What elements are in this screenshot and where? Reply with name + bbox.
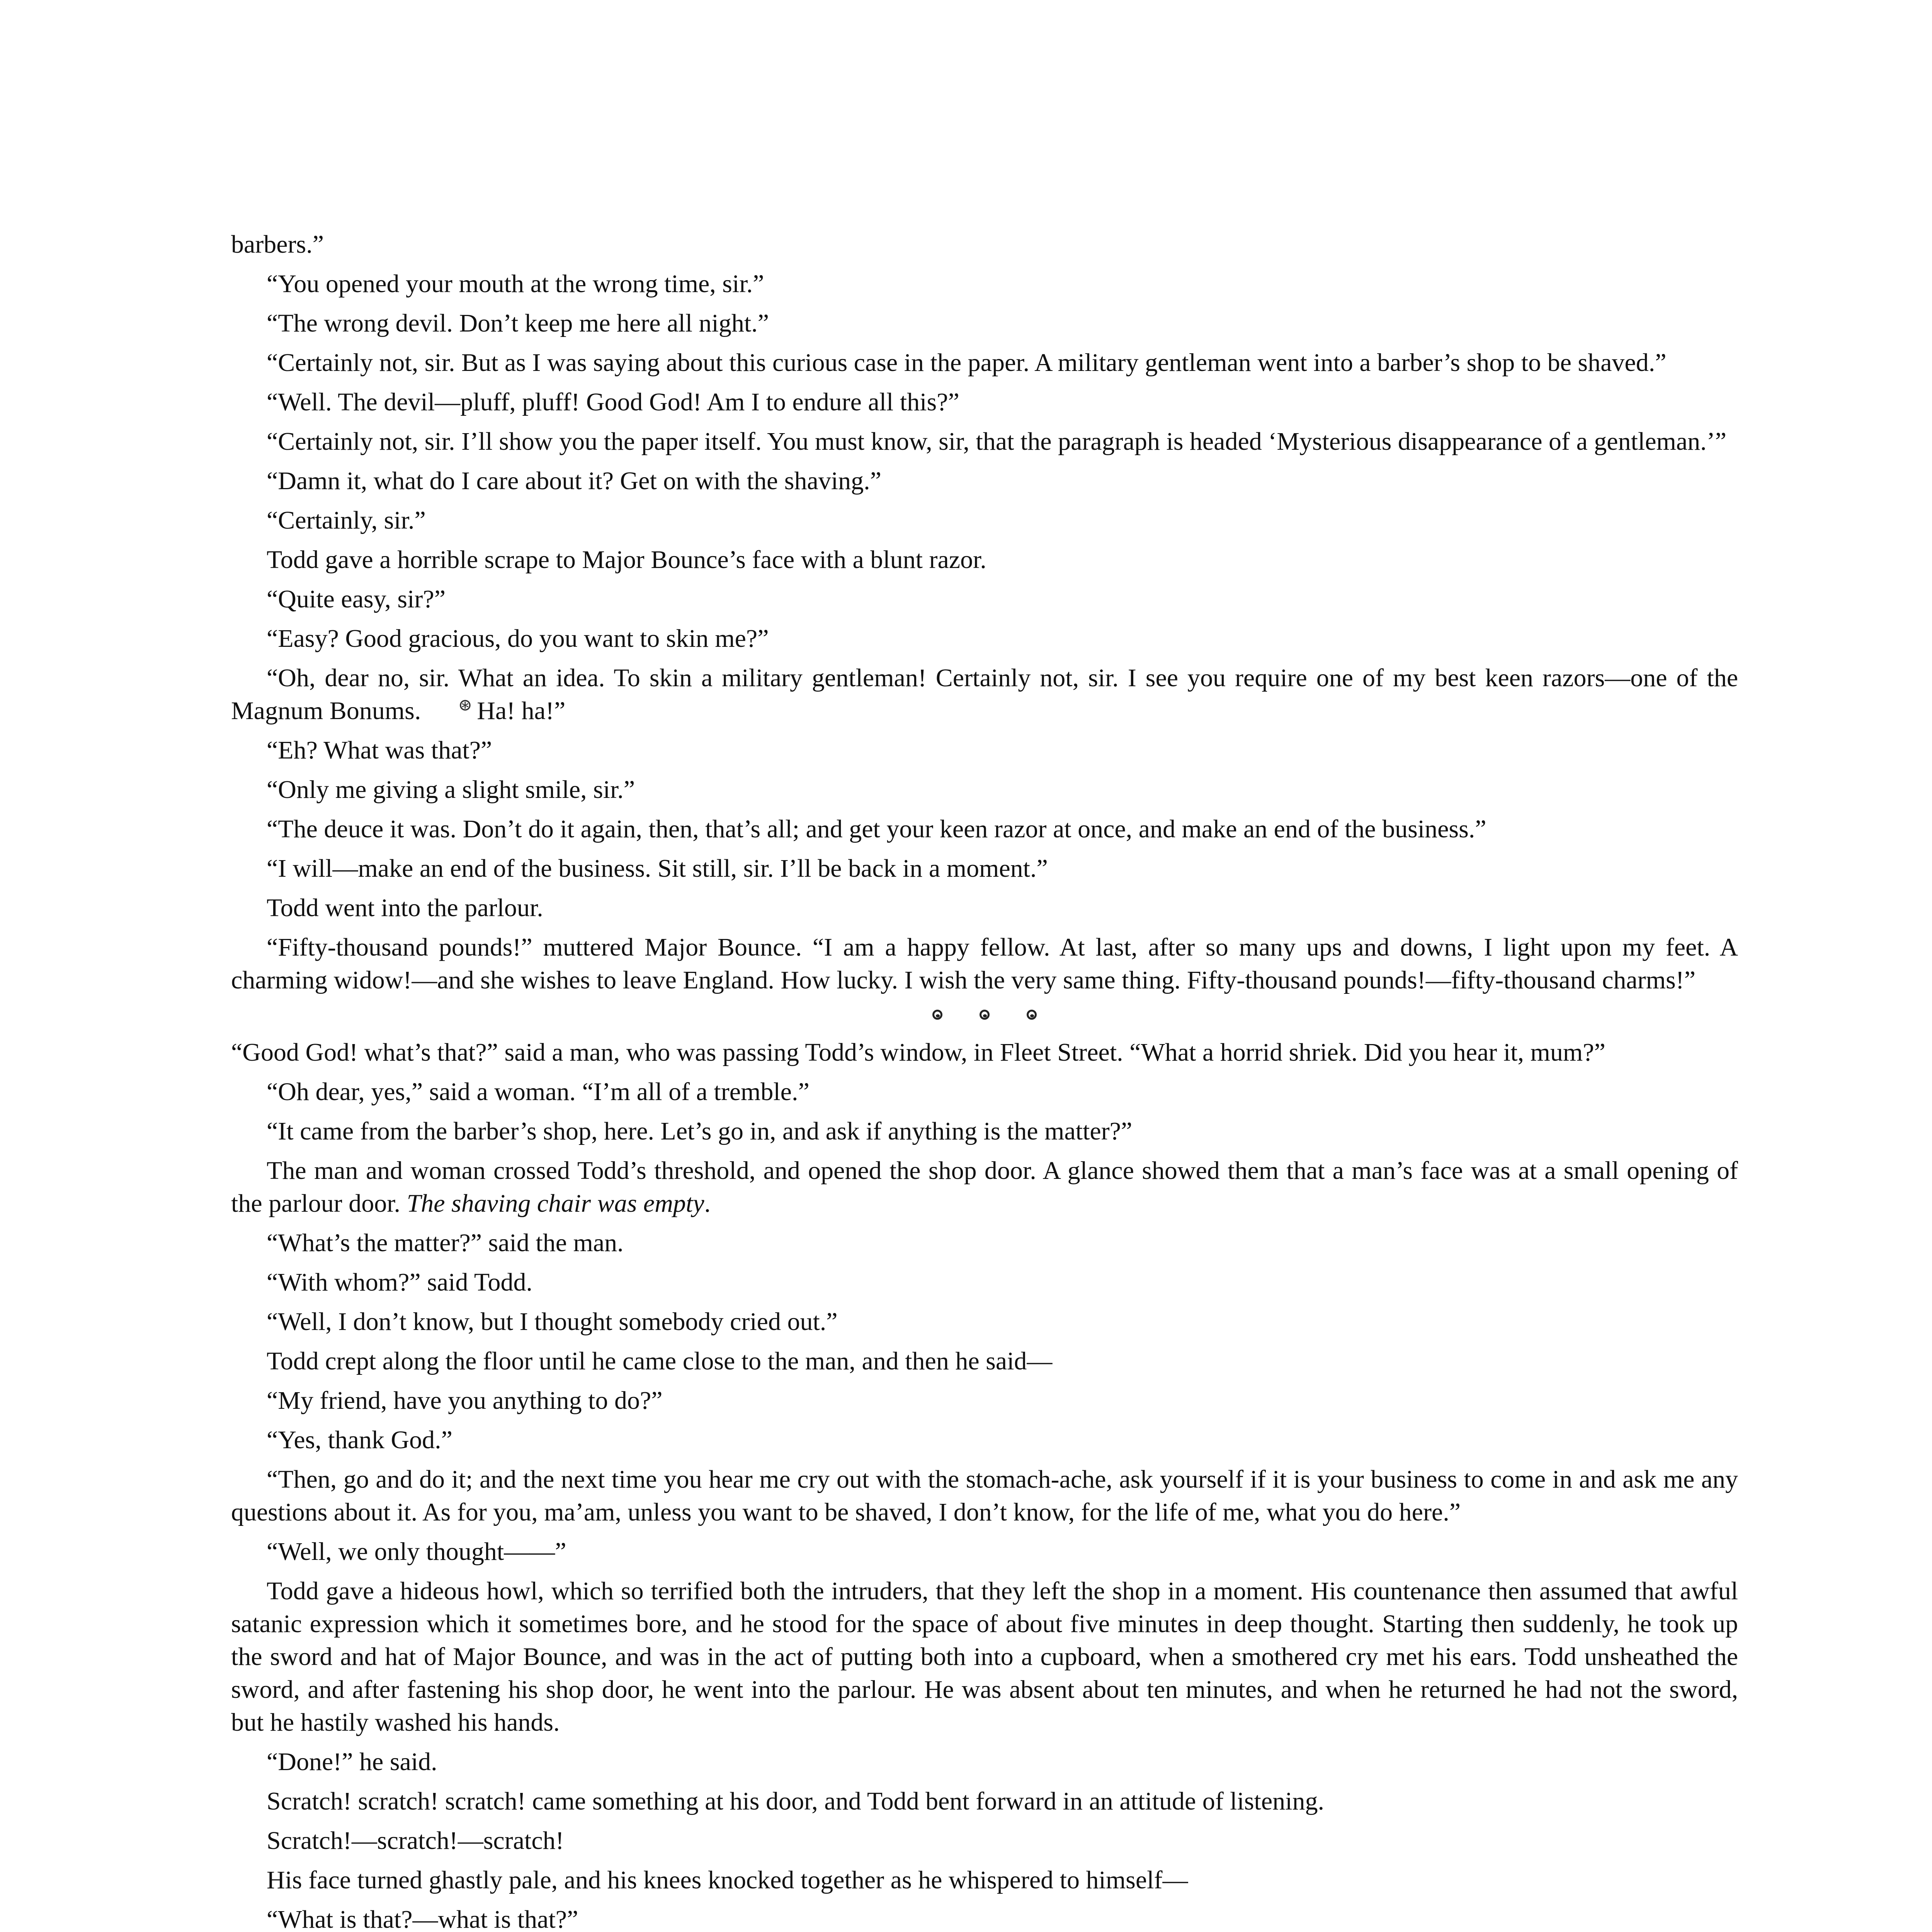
paragraph: “Quite easy, sir?” [267,585,446,613]
paragraph: “You opened your mouth at the wrong time, sir.” [267,270,764,298]
paragraph: “Damn it, what do I care about it? Get on with the shaving.” [267,467,881,495]
paragraph: “My friend, have you anything to do?” [267,1386,663,1415]
paragraph: “Only me giving a slight smile, sir.” [267,776,635,804]
paragraph: “It came from the barber’s shop, here. Let’s go in, and ask if anything is the matter?” [267,1117,1133,1145]
section-separator [231,1010,1738,1020]
paragraph: “Yes, thank God.” [267,1426,452,1454]
paragraph: “The wrong devil. Don’t keep me here all night.” [267,309,769,337]
paragraph: “Certainly not, sir. But as I was saying about this curious case in the paper. A military gentleman went into a barber’s shop to be shaved.” [267,349,1667,377]
paragraph: “Done!” he said. [267,1748,437,1776]
paragraph: “Well. The devil—pluff, pluff! Good God! Am I to endure all this?” [267,388,959,416]
circle-ornament-icon [932,1010,942,1020]
circle-ornament-icon [1027,1010,1037,1020]
paragraph: “What’s the matter?” said the man. [267,1229,624,1257]
paragraph: “Good God! what’s that?” said a man, who was passing Todd’s window, in Fleet Street. “What a horrid shriek. Did you hear it, mum?” [231,1038,1605,1066]
paragraph: “Fifty-thousand pounds!” muttered Major Bounce. “I am a happy fellow. At last, after so many ups and downs, I light upon my feet. A charming widow!—and she wishes to leave England. How lucky. I wish the very same thing. Fifty-thousand pounds!—fifty-thousand charms!” [231,933,1738,994]
footnote-marker-icon[interactable]: ⊛ [458,696,473,714]
shop-door-paragraph [231,1154,1738,1220]
paragraph: “With whom?” said Todd. [267,1268,533,1296]
paragraph: “Well, I don’t know, but I thought somebody cried out.” [267,1308,838,1336]
paragraph: “I will—make an end of the business. Sit still, sir. I’ll be back in a moment.” [267,854,1048,883]
paragraph: “Easy? Good gracious, do you want to skin me?” [267,624,769,653]
circle-ornament-icon [980,1010,990,1020]
paragraph: barbers.” [231,230,324,259]
page-body [231,228,1738,1932]
magnum-paragraph [231,662,1738,727]
paragraph: “Certainly, sir.” [267,506,426,534]
paragraph: “Well, we only thought——” [267,1537,566,1566]
paragraph-text: The man and woman crossed Todd’s threshold, and opened the shop door. A glance showed them that a man’s face was at a small opening of the parlour door. [231,1156,1738,1218]
paragraph: “What is that?—what is that?” [267,1905,578,1932]
paragraph-text: “Oh, dear no, sir. What an idea. To skin a military gentleman! Certainly not, sir. I see you require one of my best keen razors—one of the Magnum Bonums. [231,664,1738,725]
paragraph: Todd crept along the floor until he came close to the man, and then he said— [267,1347,1053,1375]
paragraph: “Then, go and do it; and the next time you hear me cry out with the stomach-ache, ask yourself if it is your business to come in and ask me any questions about it. As for you, ma’am, unless you want to be shaved, I don’t know, for the life of me, what you do here.” [231,1465,1738,1526]
paragraph: Todd gave a hideous howl, which so terrified both the intruders, that they left the shop in a moment. His countenance then assumed that awful satanic expression which it sometimes bore, and he stood for the space of about five minutes in deep thought. Starting then suddenly, he took up the sword and hat of Major Bounce, and was in the act of putting both into a cupboard, when a smothered cry met his ears. Todd unsheathed the sword, and after fastening his shop door, he went into the parlour. He was absent about ten minutes, and when he returned he had not the sword, but he hastily washed his hands. [231,1577,1738,1736]
paragraph: “The deuce it was. Don’t do it again, then, that’s all; and get your keen razor at once, and make an end of the business.” [267,815,1486,843]
paragraph: “Certainly not, sir. I’ll show you the paper itself. You must know, sir, that the paragraph is headed ‘Mysterious disappearance of a gentleman.’” [267,427,1726,456]
paragraph-text: Ha! ha!” [477,697,566,725]
paragraph: “Oh dear, yes,” said a woman. “I’m all of a tremble.” [267,1078,810,1106]
paragraph: Todd gave a horrible scrape to Major Bounce’s face with a blunt razor. [267,546,986,574]
paragraph-text: . [704,1189,711,1218]
emphasis-text: The shaving chair was empty [406,1189,704,1218]
paragraph: Todd went into the parlour. [267,894,543,922]
paragraph: Scratch! scratch! scratch! came something at his door, and Todd bent forward in an attitude of listening. [267,1787,1325,1815]
paragraph: His face turned ghastly pale, and his knees knocked together as he whispered to himself— [267,1866,1188,1894]
paragraph: “Eh? What was that?” [267,736,492,764]
paragraph: Scratch!—scratch!—scratch! [267,1827,564,1855]
